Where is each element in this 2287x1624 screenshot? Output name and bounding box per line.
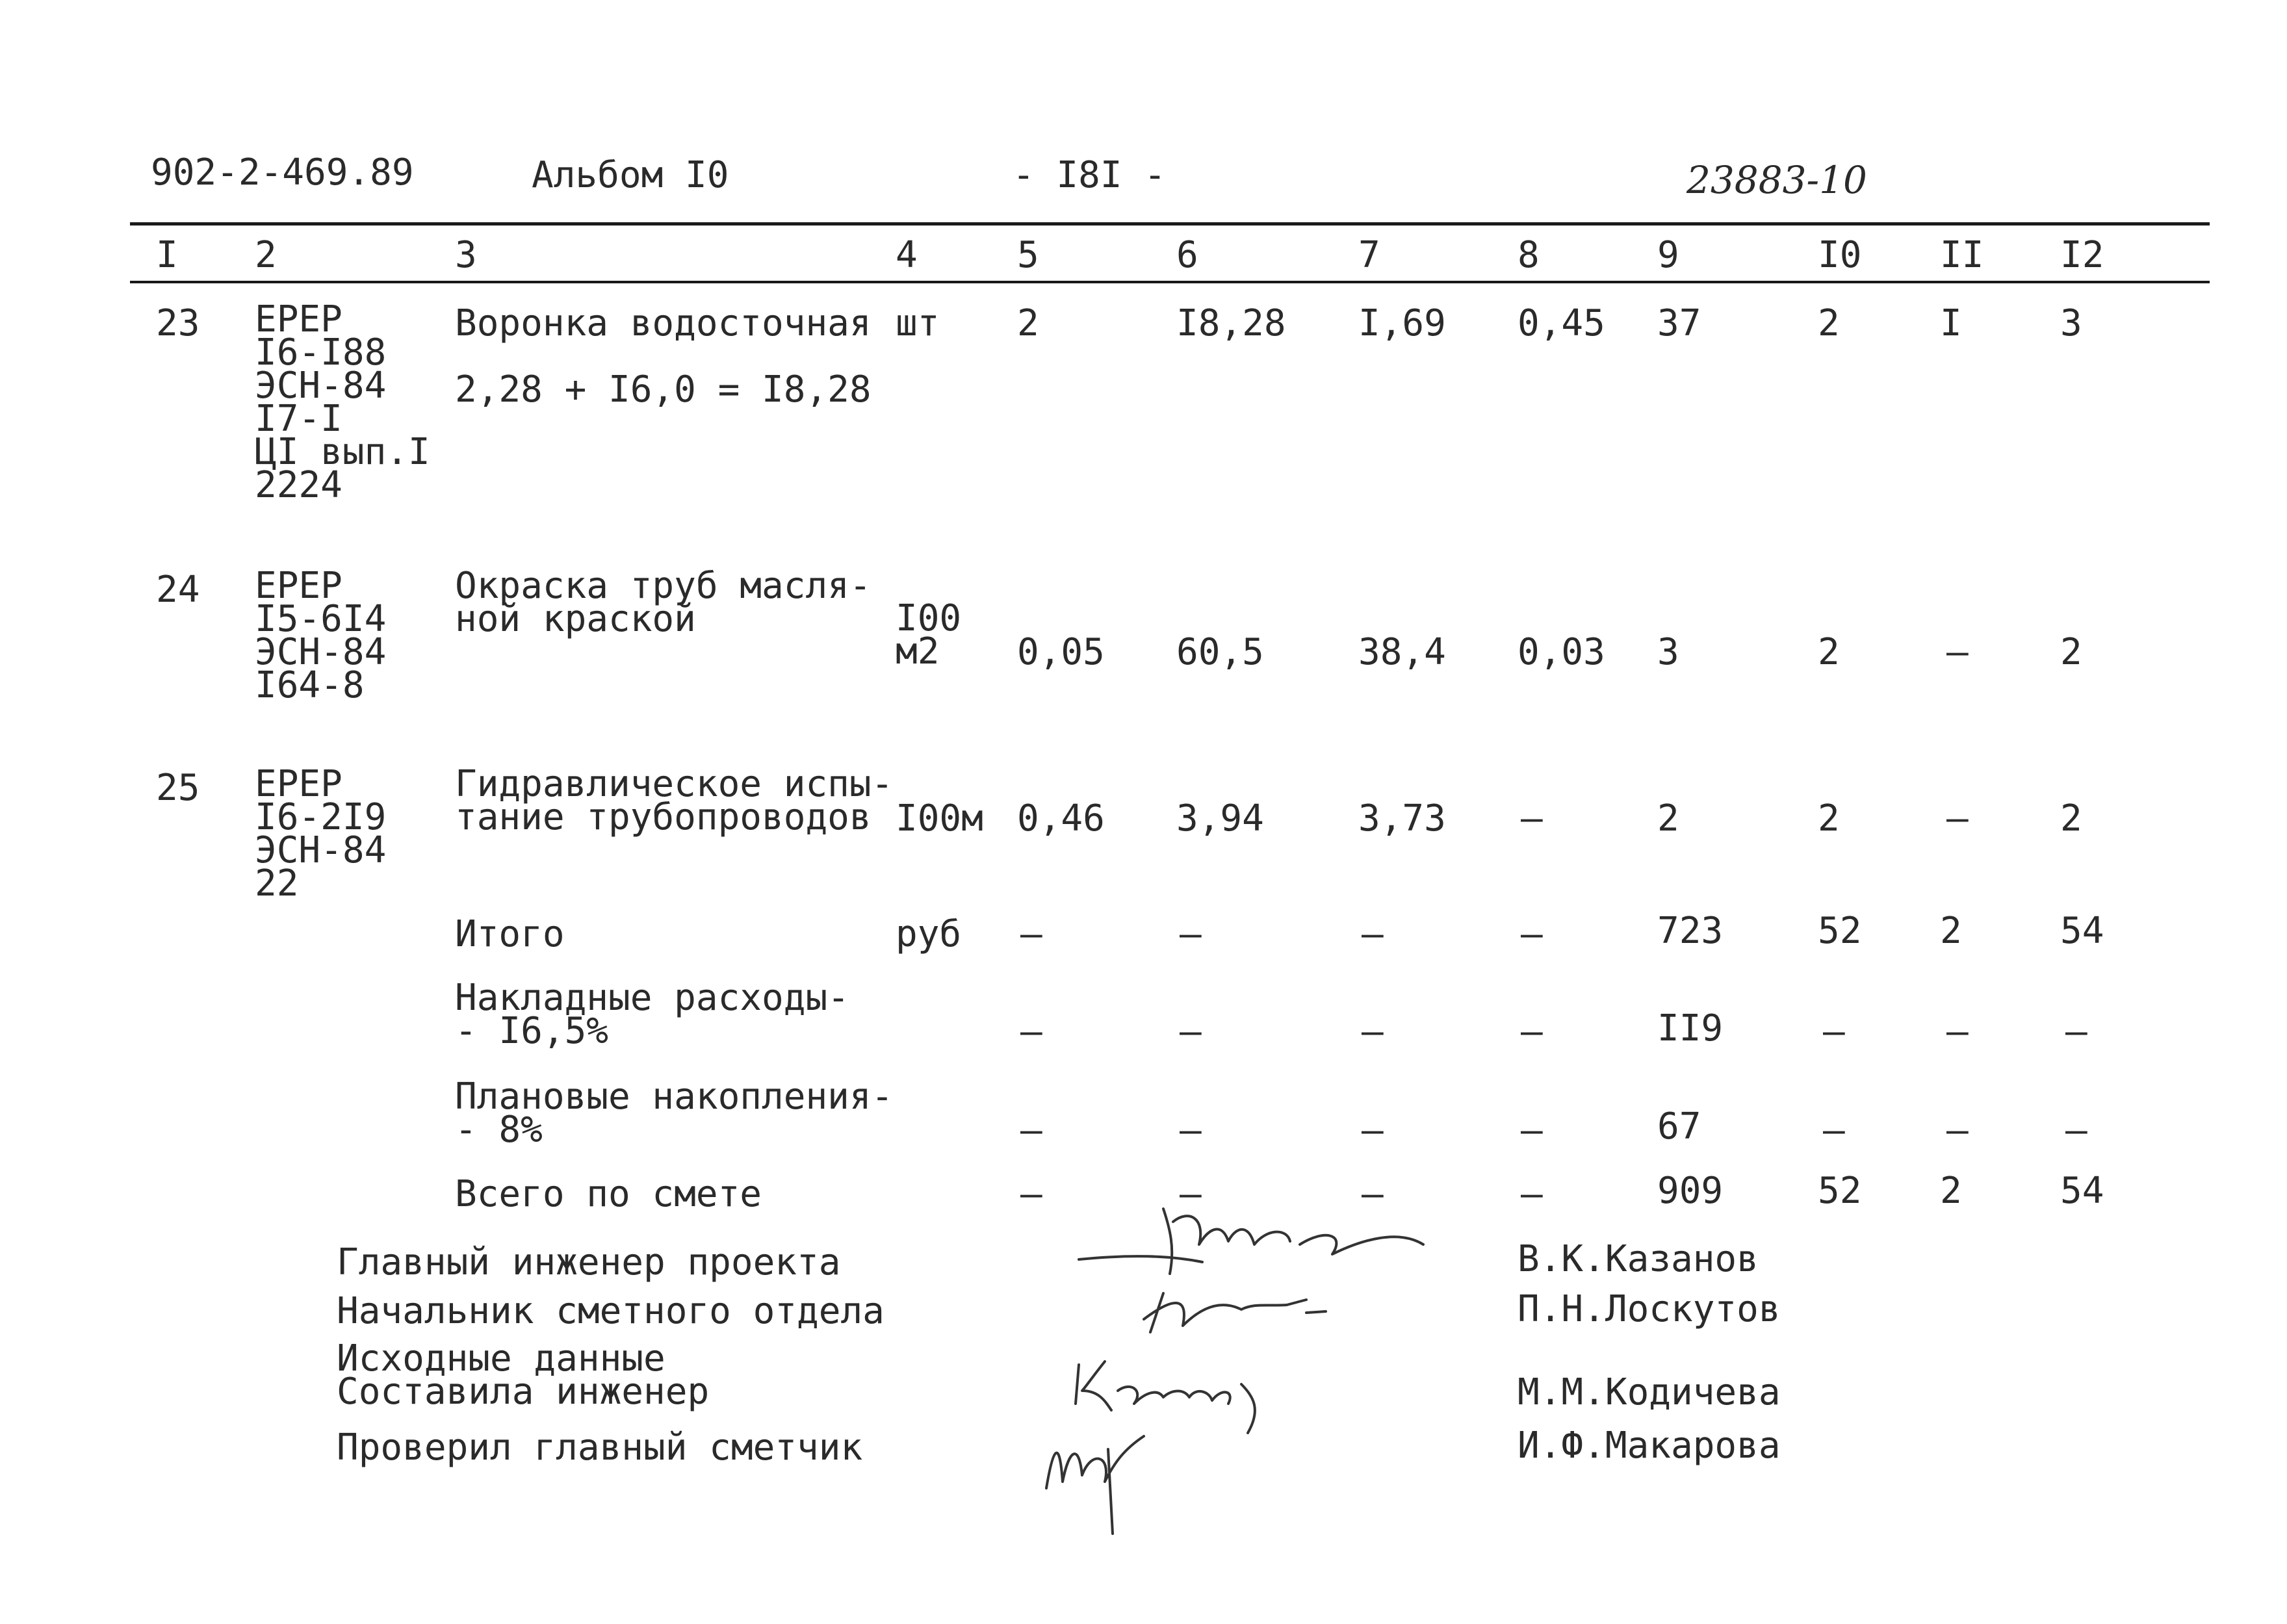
row-col9: 2 <box>1657 797 1679 840</box>
overhead-col11: – <box>1946 1011 1969 1053</box>
planned-col11: – <box>1946 1109 1969 1152</box>
row-col10: 2 <box>1818 302 1840 344</box>
grand-col8: – <box>1521 1173 1543 1215</box>
grand-col7: – <box>1362 1173 1384 1215</box>
signature-name: П.Н.Лоскутов <box>1518 1288 1781 1330</box>
grand-col10: 52 <box>1818 1170 1862 1212</box>
row-col7: 3,73 <box>1358 797 1446 840</box>
row-col7: I,69 <box>1358 302 1446 344</box>
row-col10: 2 <box>1818 797 1840 840</box>
total-col10: 52 <box>1818 910 1862 952</box>
col-header-7: 7 <box>1358 234 1380 276</box>
grand-col9: 909 <box>1657 1170 1724 1212</box>
row-col9: 37 <box>1657 302 1701 344</box>
row-col8: – <box>1521 797 1543 840</box>
inventory-number: 23883-10 <box>1686 158 1867 202</box>
row-code: ЕРЕР I6-2I9 ЭСН-84 22 <box>255 763 387 905</box>
planned-col7: – <box>1362 1109 1384 1152</box>
total-col5: – <box>1020 913 1042 955</box>
total-label: Итого <box>455 913 565 955</box>
row-col6: 60,5 <box>1176 631 1264 673</box>
col-header-10: I0 <box>1818 234 1862 276</box>
signature-name: М.М.Кодичева <box>1518 1371 1781 1413</box>
grand-col6: – <box>1180 1173 1202 1215</box>
row-col5: 0,46 <box>1017 797 1105 840</box>
overhead-col6: – <box>1180 1011 1202 1053</box>
row-name: Окраска труб масля- ной краской <box>455 565 872 640</box>
grand-col5: – <box>1020 1173 1042 1215</box>
signature-role: Исходные данные Составила инженер <box>337 1337 710 1413</box>
col-header-8: 8 <box>1518 234 1540 276</box>
col-header-2: 2 <box>255 234 277 276</box>
row-formula: 2,28 + I6,0 = I8,28 <box>455 368 872 411</box>
planned-col9: 67 <box>1657 1105 1701 1148</box>
row-col12: 3 <box>2060 302 2082 344</box>
album-label: Альбом I0 <box>532 154 729 196</box>
total-col11: 2 <box>1940 910 1962 952</box>
signature-role: Главный инженер проекта <box>337 1241 841 1283</box>
row-number: 25 <box>156 767 200 809</box>
col-header-3: 3 <box>455 234 477 276</box>
row-number: 23 <box>156 302 200 344</box>
total-col8: – <box>1521 913 1543 955</box>
table-header-rule <box>130 281 2210 283</box>
planned-col6: – <box>1180 1109 1202 1152</box>
page-number: - I8I - <box>1013 154 1167 196</box>
row-col10: 2 <box>1818 631 1840 673</box>
planned-col5: – <box>1020 1109 1042 1152</box>
row-unit: I00м <box>896 797 983 840</box>
row-col5: 0,05 <box>1017 631 1105 673</box>
row-unit: I00 м2 <box>896 597 962 673</box>
total-col12: 54 <box>2060 910 2104 952</box>
row-col5: 2 <box>1017 302 1039 344</box>
row-col11: – <box>1946 797 1969 840</box>
overhead-col9: II9 <box>1657 1007 1724 1050</box>
col-header-1: I <box>156 234 178 276</box>
total-col7: – <box>1362 913 1384 955</box>
col-header-11: II <box>1940 234 1984 276</box>
row-col8: 0,45 <box>1518 302 1605 344</box>
row-name: Гидравлическое испы- тание трубопроводов <box>455 763 894 838</box>
planned-savings-label: Плановые накопления- - 8% <box>455 1076 894 1151</box>
signature-name: В.К.Казанов <box>1518 1238 1759 1280</box>
row-col6: I8,28 <box>1176 302 1286 344</box>
overhead-col5: – <box>1020 1011 1042 1053</box>
grand-col12: 54 <box>2060 1170 2104 1212</box>
overhead-col10: – <box>1823 1011 1845 1053</box>
row-code: ЕРЕР I6-I88 ЭСН-84 I7-I ЦI вып.I 2224 <box>255 298 430 506</box>
table-top-rule <box>130 222 2210 226</box>
total-unit: руб <box>896 913 962 955</box>
total-col6: – <box>1180 913 1202 955</box>
row-col12: 2 <box>2060 797 2082 840</box>
row-col12: 2 <box>2060 631 2082 673</box>
total-col9: 723 <box>1657 910 1724 952</box>
planned-col10: – <box>1823 1109 1845 1152</box>
signature-name: И.Ф.Макарова <box>1518 1424 1781 1467</box>
col-header-12: I2 <box>2060 234 2104 276</box>
overhead-col8: – <box>1521 1011 1543 1053</box>
grand-col11: 2 <box>1940 1170 1962 1212</box>
planned-col12: – <box>2065 1109 2087 1152</box>
doc-code: 902-2-469.89 <box>151 151 414 194</box>
row-name: Воронка водосточная <box>455 302 872 344</box>
row-code: ЕРЕР I5-6I4 ЭСН-84 I64-8 <box>255 565 387 706</box>
grand-total-label: Всего по смете <box>455 1173 762 1215</box>
col-header-4: 4 <box>896 234 918 276</box>
overhead-col12: – <box>2065 1011 2087 1053</box>
row-number: 24 <box>156 569 200 611</box>
signature-loskutov-handwritten <box>1092 1274 1352 1345</box>
row-col7: 38,4 <box>1358 631 1446 673</box>
planned-col8: – <box>1521 1109 1543 1152</box>
col-header-5: 5 <box>1017 234 1039 276</box>
row-col11: I <box>1940 302 1962 344</box>
row-col11: – <box>1946 631 1969 673</box>
row-col6: 3,94 <box>1176 797 1264 840</box>
row-col9: 3 <box>1657 631 1679 673</box>
col-header-9: 9 <box>1657 234 1679 276</box>
signature-kazanov-handwritten <box>1072 1183 1436 1287</box>
signature-role: Начальник сметного отдела <box>337 1290 885 1332</box>
col-header-6: 6 <box>1176 234 1198 276</box>
overhead-label: Накладные расходы- - I6,5% <box>455 977 849 1052</box>
signature-role: Проверил главный сметчик <box>337 1426 863 1469</box>
signature-makarova-handwritten <box>1033 1410 1163 1540</box>
row-unit: шт <box>896 302 940 344</box>
row-col8: 0,03 <box>1518 631 1605 673</box>
overhead-col7: – <box>1362 1011 1384 1053</box>
